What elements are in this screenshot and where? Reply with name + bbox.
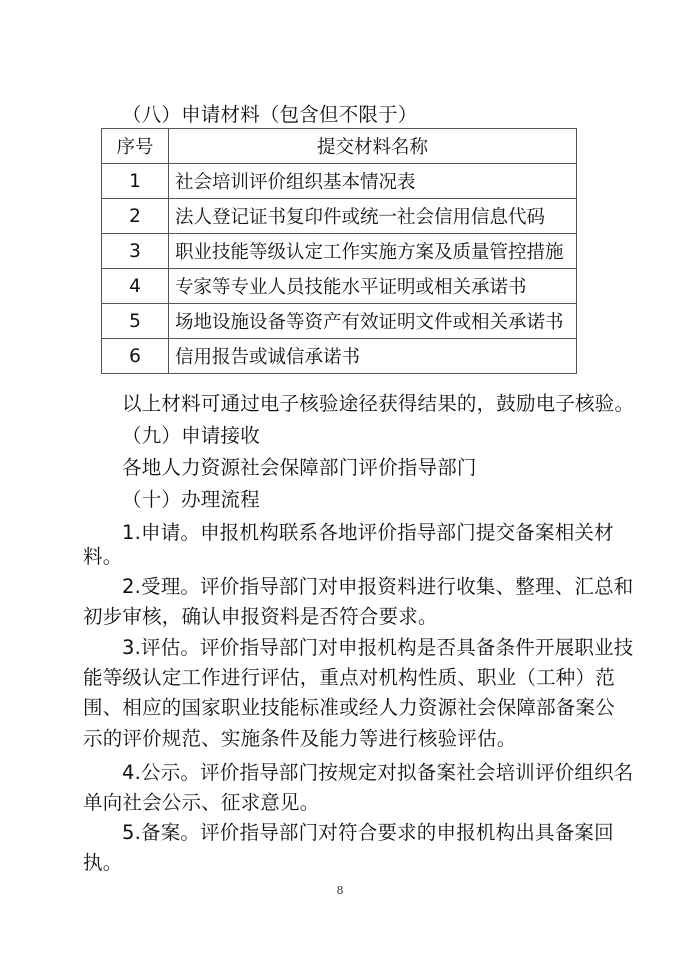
table-row xyxy=(102,339,577,374)
row-seq: 1 xyxy=(102,164,169,199)
materials-table xyxy=(101,128,577,374)
table-header-row xyxy=(102,129,577,164)
row-material-name: 信用报告或诚信承诺书 xyxy=(169,339,577,374)
row-seq: 2 xyxy=(102,199,169,234)
header-material-name: 提交材料名称 xyxy=(169,129,577,164)
step-4-line-2: 单向社会公示、征求意见。 xyxy=(83,791,320,814)
row-seq: 4 xyxy=(102,269,169,304)
section-9-body: 各地人力资源社会保障部门评价指导部门 xyxy=(122,456,477,479)
step-2-line-1: 2.受理。评价指导部门对申报资料进行收集、整理、汇总和 xyxy=(122,575,634,598)
step-5-line-2: 执。 xyxy=(83,851,123,874)
table-row xyxy=(102,164,577,199)
row-material-name: 社会培训评价组织基本情况表 xyxy=(169,164,577,199)
row-seq: 6 xyxy=(102,339,169,374)
row-seq: 3 xyxy=(102,234,169,269)
step-4-line-1: 4.公示。评价指导部门按规定对拟备案社会培训评价组织名 xyxy=(122,761,634,784)
table-row xyxy=(102,199,577,234)
table-row xyxy=(102,269,577,304)
row-material-name: 法人登记证书复印件或统一社会信用信息代码 xyxy=(169,199,577,234)
section-8-heading: （八）申请材料（包含但不限于） xyxy=(122,103,418,126)
step-1-line-2: 料。 xyxy=(83,545,123,568)
step-3-line-2: 能等级认定工作进行评估，重点对机构性质、职业（工种）范 xyxy=(83,666,615,689)
step-1-line-1: 1.申请。申报机构联系各地评价指导部门提交备案相关材 xyxy=(122,521,614,544)
step-3-line-3: 围、相应的国家职业技能标准或经人力资源社会保障部备案公 xyxy=(83,696,615,719)
step-5-line-1: 5.备案。评价指导部门对符合要求的申报机构出具备案回 xyxy=(122,821,614,844)
step-2-line-2: 初步审核，确认申报资料是否符合要求。 xyxy=(83,605,438,628)
row-material-name: 职业技能等级认定工作实施方案及质量管控措施 xyxy=(169,234,577,269)
section-10-heading: （十）办理流程 xyxy=(122,488,260,511)
row-material-name: 场地设施设备等资产有效证明文件或相关承诺书 xyxy=(169,304,577,339)
header-seq: 序号 xyxy=(102,129,169,164)
table-row xyxy=(102,304,577,339)
step-3-line-4: 示的评价规范、实施条件及能力等进行核验评估。 xyxy=(83,727,517,750)
page-number: 8 xyxy=(336,884,344,897)
table-row xyxy=(102,234,577,269)
row-seq: 5 xyxy=(102,304,169,339)
row-material-name: 专家等专业人员技能水平证明或相关承诺书 xyxy=(169,269,577,304)
section-9-heading: （九）申请接收 xyxy=(122,424,260,447)
electronic-verification-note: 以上材料可通过电子核验途径获得结果的，鼓励电子核验。 xyxy=(122,392,635,415)
step-3-line-1: 3.评估。评价指导部门对申报机构是否具备条件开展职业技 xyxy=(122,636,634,659)
